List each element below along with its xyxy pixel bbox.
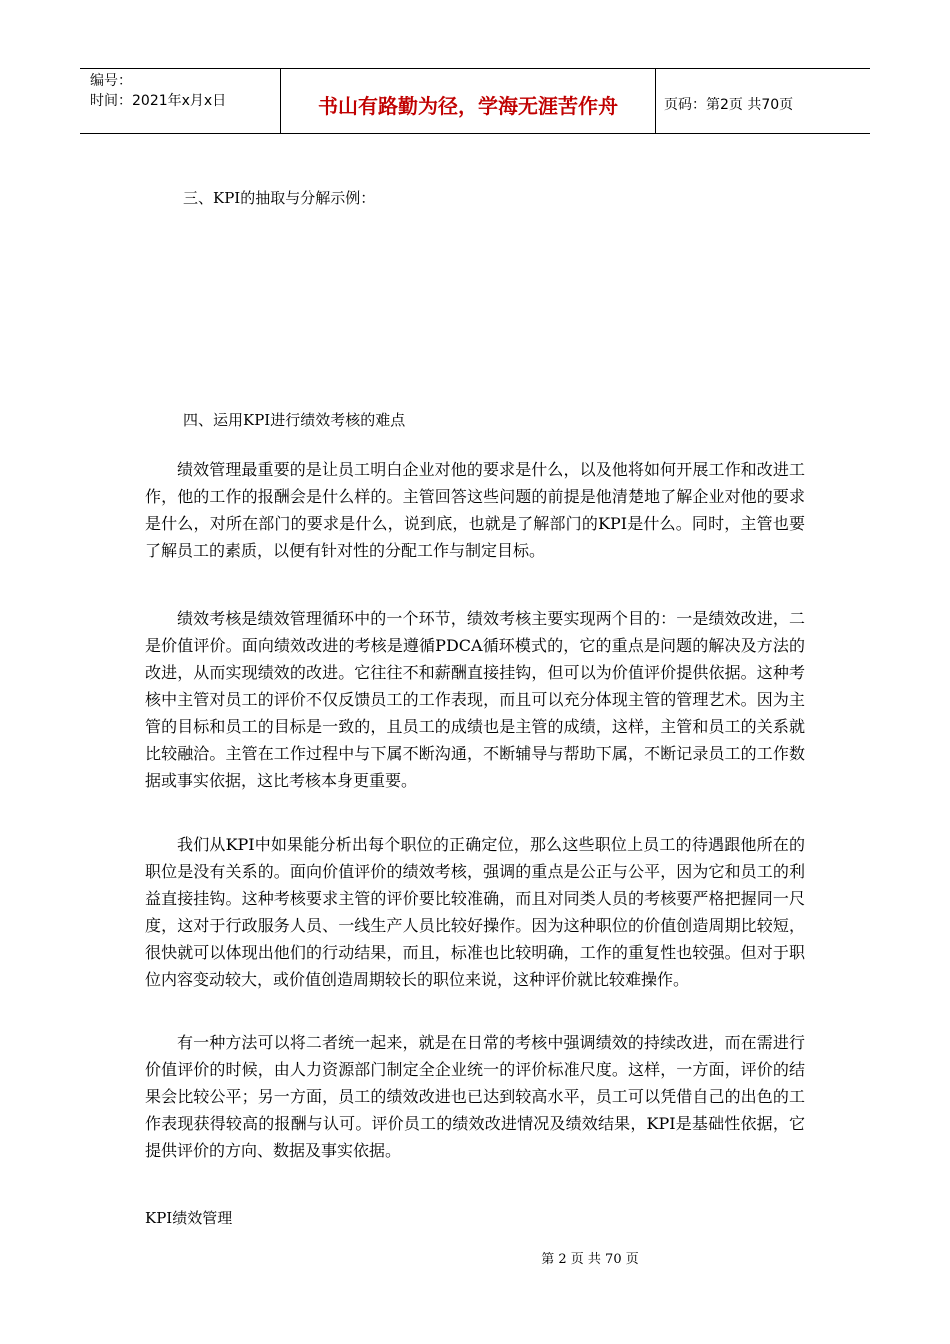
document-date-label: 时间：2021年x月x日 [90, 93, 227, 109]
header-page-cell [656, 69, 870, 133]
paragraph-1: 绩效管理最重要的是让员工明白企业对他的要求是什么，以及他将如何开展工作和改进工作，他的工作的报酬会是什么样的。主管回答这些问题的前提是他清楚地了解企业对他的要求是什么，对所在部门的要求是什么，说到底，也就是了解部门的KPI是什么。同时，主管也要了解员工的素质，以便有针对性的分配工作与制定目标。 [145, 460, 805, 560]
document-number-label: 编号： [90, 73, 132, 89]
header-motto-cell [281, 69, 656, 133]
section-3-title: 三、KPI的抽取与分解示例： [183, 189, 376, 207]
paragraph-3: 我们从KPI中如果能分析出每个职位的正确定位，那么这些职位上员工的待遇跟他所在的职位是没有关系的。面向价值评价的绩效考核，强调的重点是公正与公平，因为它和员工的利益直接挂钩。这种考核要求主管的评价要比较准确，而且对同类人员的考核要严格把握同一尺度，这对于行政服务人员、一线生产人员比较好操作。因为这种职位的价值创造周期比较短，很快就可以体现出他们的行动结果，而且，标准也比较明确，工作的重复性也较强。但对于职位内容变动较大，或价值创造周期较长的职位来说，这种评价就比较难操作。 [145, 835, 805, 989]
page-footer [0, 1248, 950, 1267]
paragraph-2: 绩效考核是绩效管理循环中的一个环节，绩效考核主要实现两个目的：一是绩效改进，二是价值评价。面向绩效改进的考核是遵循PDCA循环模式的，它的重点是问题的解决及方法的改进，从而实现绩效的改进。它往往不和薪酬直接挂钩，但可以为价值评价提供依据。这种考核中主管对员工的评价不仅反馈员工的工作表现，而且可以充分体现主管的管理艺术。因为主管的目标和员工的目标是一致的，且员工的成绩也是主管的成绩，这样，主管和员工的关系就比较融洽。主管在工作过程中与下属不断沟通，不断辅导与帮助下属，不断记录员工的工作数据或事实依据，这比考核本身更重要。 [145, 609, 805, 790]
header-motto: 书山有路勤为径，学海无涯苦作舟 [318, 93, 618, 118]
page-header [80, 68, 870, 134]
section-4-title: 四、运用KPI进行绩效考核的难点 [183, 411, 406, 429]
header-meta-cell [80, 69, 281, 133]
closing-label: KPI绩效管理 [145, 1209, 233, 1227]
footer-page-number: 第 2 页 共 70 页 [541, 1252, 639, 1267]
header-page-label: 页码：第2页 共70页 [664, 97, 794, 113]
paragraph-4: 有一种方法可以将二者统一起来，就是在日常的考核中强调绩效的持续改进，而在需进行价值评价的时候，由人力资源部门制定全企业统一的评价标准尺度。这样，一方面，评价的结果会比较公平；另一方面，员工的绩效改进也已达到较高水平，员工可以凭借自己的出色的工作表现获得较高的报酬与认可。评价员工的绩效改进情况及绩效结果，KPI是基础性依据，它提供评价的方向、数据及事实依据。 [145, 1033, 805, 1160]
